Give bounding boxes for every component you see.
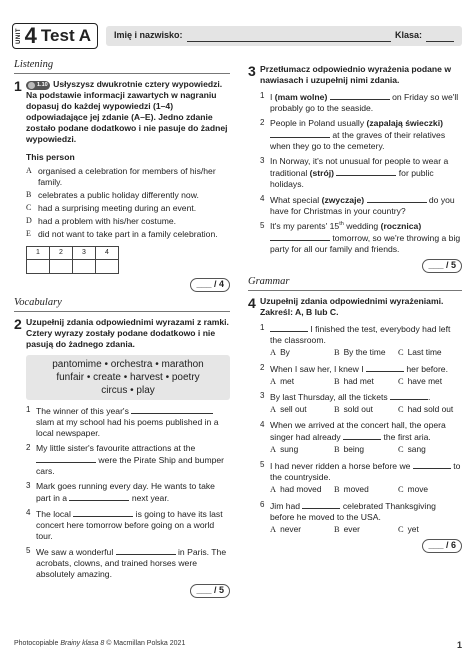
- grammar-item: 1 I finished the test, everybody had left the classroom.: [260, 322, 451, 345]
- vocab-item: 4 The local is going to have its last concert here tomorrow before going on a world tour.: [26, 508, 223, 542]
- translation-item: 5 It's my parents' 15th wedding (rocznica) tomorrow, so we're throwing a big party for all our family and friends.: [260, 221, 461, 254]
- options-list: [26, 166, 230, 240]
- answer-blank[interactable]: [330, 91, 390, 100]
- grid-cell: 3: [72, 246, 96, 260]
- choice-a[interactable]: A By: [270, 346, 290, 357]
- vocab-item: 5 We saw a wonderful in Paris. The acrobats, clowns, and trained horses were absolutely amazing.: [26, 546, 227, 580]
- vocab-item: 1 The winner of this year's slam at my school had his poems published in a local newspaper.: [26, 405, 219, 439]
- vocab-item: 3 Mark goes running every day. He wants to take part in a next year.: [26, 481, 215, 504]
- choice-b[interactable]: B moved: [334, 483, 369, 494]
- option-item: B celebrates a public holiday differently now.: [26, 190, 199, 201]
- grammar-item: 3 By last Thursday, all the tickets .: [260, 391, 431, 403]
- answer-blank[interactable]: [73, 508, 133, 517]
- choice-a[interactable]: A sung: [270, 444, 299, 455]
- answer-blank[interactable]: [131, 405, 213, 414]
- unit-label: UNIT: [16, 28, 22, 44]
- task-number: 2: [14, 316, 22, 333]
- choice-b[interactable]: B By the time: [334, 346, 386, 357]
- choice-a[interactable]: A sell out: [270, 404, 307, 415]
- answer-blank[interactable]: [302, 500, 340, 509]
- task-number: 4: [248, 294, 256, 311]
- name-field[interactable]: [187, 31, 391, 42]
- answer-grid: [26, 246, 230, 260]
- answer-blank[interactable]: [366, 363, 404, 372]
- choice-c[interactable]: C have met: [398, 375, 443, 386]
- answer-cell[interactable]: [26, 260, 50, 274]
- choice-a[interactable]: A never: [270, 523, 302, 534]
- answer-blank[interactable]: [270, 129, 330, 138]
- left-column: [14, 58, 230, 598]
- choice-row: [270, 444, 462, 456]
- task-number: 1: [14, 78, 22, 95]
- answer-row: [26, 260, 230, 274]
- subheading: This person: [26, 152, 75, 163]
- right-column: [248, 58, 462, 553]
- task-1: [14, 79, 230, 292]
- unit-number: 4: [24, 23, 37, 48]
- listening-section-title: Listening: [14, 58, 230, 74]
- grammar-item: 6 Jim had celebrated Thanksgiving before he moved to the USA.: [260, 499, 436, 522]
- choice-b[interactable]: B ever: [334, 523, 360, 534]
- task-instruction: Przetłumacz odpowiednio wyrażenia podane w nawiasach i uzupełnij nimi zdania.: [260, 64, 452, 85]
- choice-b[interactable]: B being: [334, 444, 365, 455]
- unit-badge: [12, 23, 98, 49]
- answer-cell[interactable]: [49, 260, 73, 274]
- class-field[interactable]: [426, 31, 454, 42]
- translation-item: 4 What special (zwyczaje) do you have for Christmas in your country?: [260, 194, 455, 216]
- choice-b[interactable]: B had met: [334, 375, 374, 386]
- choice-row: [270, 347, 462, 359]
- choice-row: [270, 376, 462, 388]
- grid-cell: 2: [49, 246, 73, 260]
- answer-blank[interactable]: [390, 391, 428, 400]
- page-number: 1: [456, 640, 462, 650]
- answer-blank[interactable]: [413, 460, 451, 469]
- option-item: A organised a celebration for members of his/her family.: [26, 166, 216, 188]
- page-footer: [14, 640, 462, 652]
- task-instruction: 1.10 Usłyszysz dwukrotnie cztery wypowiedzi. Na podstawie informacji zawartych w nagraniu dopasuj do każdej wypowiedzi (1–4) odpowiadające jej zdanie (A–E). Jedno zdanie zostało podane dodatkowo i nie pasuje do żadnej wypowiedzi.: [26, 79, 228, 145]
- answer-blank[interactable]: [270, 323, 308, 332]
- vocab-item: 2 My little sister's favourite attractions at the were the Pirate Ship and bumper cars.: [26, 443, 225, 477]
- translation-item: 3 In Norway, it's not unusual for people to wear a traditional (strój) for public holidays.: [260, 156, 449, 189]
- choice-row: [270, 524, 462, 536]
- answer-blank[interactable]: [36, 454, 96, 463]
- answer-cell[interactable]: [72, 260, 96, 274]
- answer-blank[interactable]: [367, 194, 427, 203]
- grammar-section-title: Grammar: [248, 275, 462, 291]
- task-3: [248, 64, 462, 273]
- grammar-item: 4 When we arrived at the concert hall, the opera singer had already the first aria.: [260, 420, 446, 443]
- choice-a[interactable]: A met: [270, 375, 295, 386]
- answer-blank[interactable]: [69, 492, 129, 501]
- translation-item: 1 I (mam wolne) on Friday so we'll probably go to the seaside.: [260, 91, 459, 113]
- class-label: Klasa:: [394, 30, 422, 41]
- task-4: [248, 296, 462, 553]
- name-label: Imię i nazwisko:: [113, 30, 183, 41]
- copyright: Photocopiable Brainy klasa 8 © Macmillan Polska 2021: [14, 640, 186, 647]
- answer-blank[interactable]: [116, 546, 176, 555]
- test-title: Test A: [40, 26, 91, 46]
- grammar-item: 2 When I saw her, I knew I her before.: [260, 362, 448, 374]
- score-box: ___ / 6: [260, 539, 462, 553]
- choice-c[interactable]: C Last time: [398, 346, 442, 357]
- answer-blank[interactable]: [336, 167, 396, 176]
- choice-row: [270, 404, 462, 416]
- choice-a[interactable]: A had moved: [270, 483, 322, 494]
- option-item: D had a problem with his/her costume.: [26, 216, 177, 227]
- vocabulary-section-title: Vocabulary: [14, 296, 230, 312]
- score-box: ___ / 5: [26, 584, 230, 598]
- score-box: ___ / 4: [26, 278, 230, 292]
- task-number: 3: [248, 63, 256, 79]
- grammar-item: 5 I had never ridden a horse before we to the countryside.: [260, 459, 461, 482]
- audio-cd-icon[interactable]: 1.10: [26, 81, 50, 90]
- choice-c[interactable]: C had sold out: [398, 404, 454, 415]
- page-header: [12, 22, 462, 50]
- choice-c[interactable]: C sang: [398, 444, 426, 455]
- answer-blank[interactable]: [270, 232, 330, 241]
- word-box: pantomime • orchestra • marathon funfair • create • harvest • poetry circus • play: [26, 355, 230, 400]
- choice-c[interactable]: C move: [398, 483, 429, 494]
- task-2: [14, 317, 230, 598]
- choice-b[interactable]: B sold out: [334, 404, 373, 415]
- option-item: C had a surprising meeting during an event.: [26, 203, 197, 214]
- grid-cell: 1: [26, 246, 50, 260]
- grid-cell: 4: [95, 246, 119, 260]
- task-instruction: Uzupełnij zdania odpowiednimi wyrażeniami. Zakreśl: A, B lub C.: [260, 295, 444, 317]
- choice-row: [270, 484, 462, 496]
- score-box: ___ / 5: [260, 259, 462, 273]
- option-item: E did not want to take part in a family celebration.: [26, 229, 218, 240]
- choice-c[interactable]: C yet: [398, 523, 419, 534]
- answer-blank[interactable]: [343, 431, 381, 440]
- task-instruction: Uzupełnij zdania odpowiednimi wyrazami z ramki. Cztery wyrazy zostały podane dodatkowo i nie pasują do żadnego zdania.: [26, 317, 229, 350]
- answer-cell[interactable]: [95, 260, 119, 274]
- name-bar: [106, 26, 462, 46]
- translation-item: 2 People in Poland usually (zapalają świeczki) at the graves of their relatives when they go to the cemetery.: [260, 118, 446, 151]
